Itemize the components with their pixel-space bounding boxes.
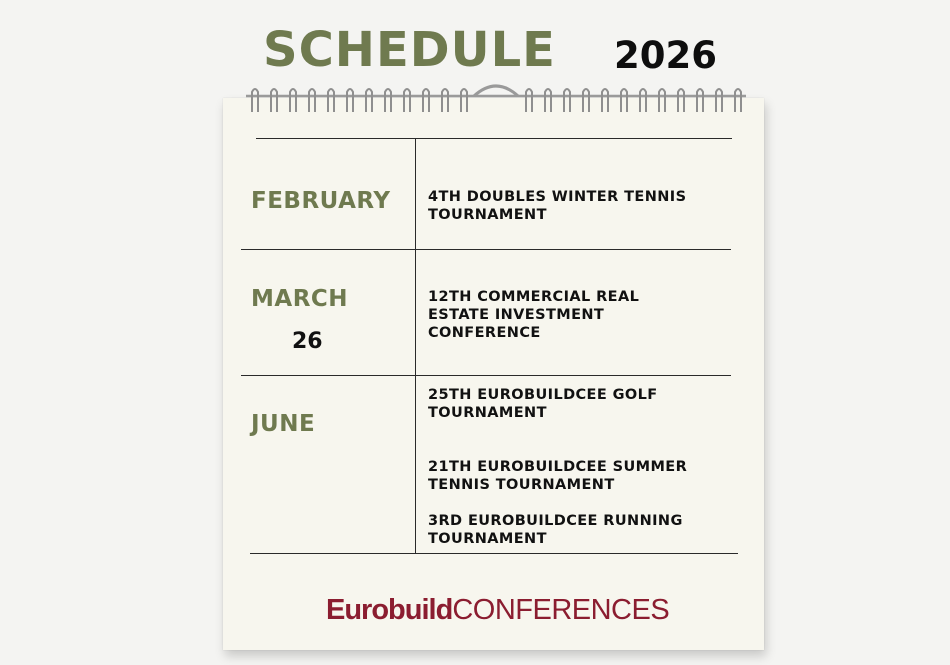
logo-light-text: CONFERENCES — [452, 594, 670, 626]
spiral-ring — [366, 89, 372, 112]
spiral-ring — [461, 89, 467, 112]
spiral-ring — [328, 89, 334, 112]
calendar-page — [223, 98, 764, 650]
spiral-ring — [404, 89, 410, 112]
spiral-ring — [659, 89, 665, 112]
table-bottom-line — [250, 553, 738, 554]
spiral-ring — [290, 89, 296, 112]
schedule-title: SCHEDULE — [263, 22, 556, 78]
month-label-march: MARCH — [251, 286, 349, 312]
event-item: 25TH EUROBUILDCEE GOLF TOURNAMENT — [428, 387, 658, 421]
spiral-ring — [271, 89, 277, 112]
row-divider — [241, 375, 731, 376]
spiral-ring — [583, 89, 589, 112]
event-item: 21TH EUROBUILDCEE SUMMER TENNIS TOURNAMENT — [428, 459, 688, 493]
schedule-year: 2026 — [614, 34, 717, 77]
table-top-line — [256, 138, 732, 139]
column-divider — [415, 138, 416, 553]
month-label-june: JUNE — [251, 411, 316, 437]
spiral-ring — [385, 89, 391, 112]
spiral-ring — [423, 89, 429, 112]
spiral-ring — [564, 89, 570, 112]
spiral-ring — [442, 89, 448, 112]
spiral-ring — [697, 89, 703, 112]
spiral-ring — [678, 89, 684, 112]
spiral-ring — [347, 89, 353, 112]
spiral-ring — [640, 89, 646, 112]
day-number: 26 — [292, 329, 323, 354]
row-divider — [241, 249, 731, 250]
month-label-february: FEBRUARY — [251, 188, 391, 214]
spiral-ring — [526, 89, 532, 112]
spiral-ring — [602, 89, 608, 112]
spiral-ring — [309, 89, 315, 112]
event-item: 3RD EUROBUILDCEE RUNNING TOURNAMENT — [428, 513, 683, 547]
spiral-ring — [252, 89, 258, 112]
spiral-ring — [735, 89, 741, 112]
spiral-ring — [716, 89, 722, 112]
logo-bold-text: Eurobuild — [326, 594, 453, 626]
spiral-binding-icon — [246, 82, 746, 122]
spiral-ring — [621, 89, 627, 112]
event-item: 12TH COMMERCIAL REAL ESTATE INVESTMENT CONFERENCE — [428, 289, 640, 341]
spiral-ring — [545, 89, 551, 112]
eurobuild-conferences-logo — [326, 596, 669, 625]
event-item: 4TH DOUBLES WINTER TENNIS TOURNAMENT — [428, 189, 687, 223]
